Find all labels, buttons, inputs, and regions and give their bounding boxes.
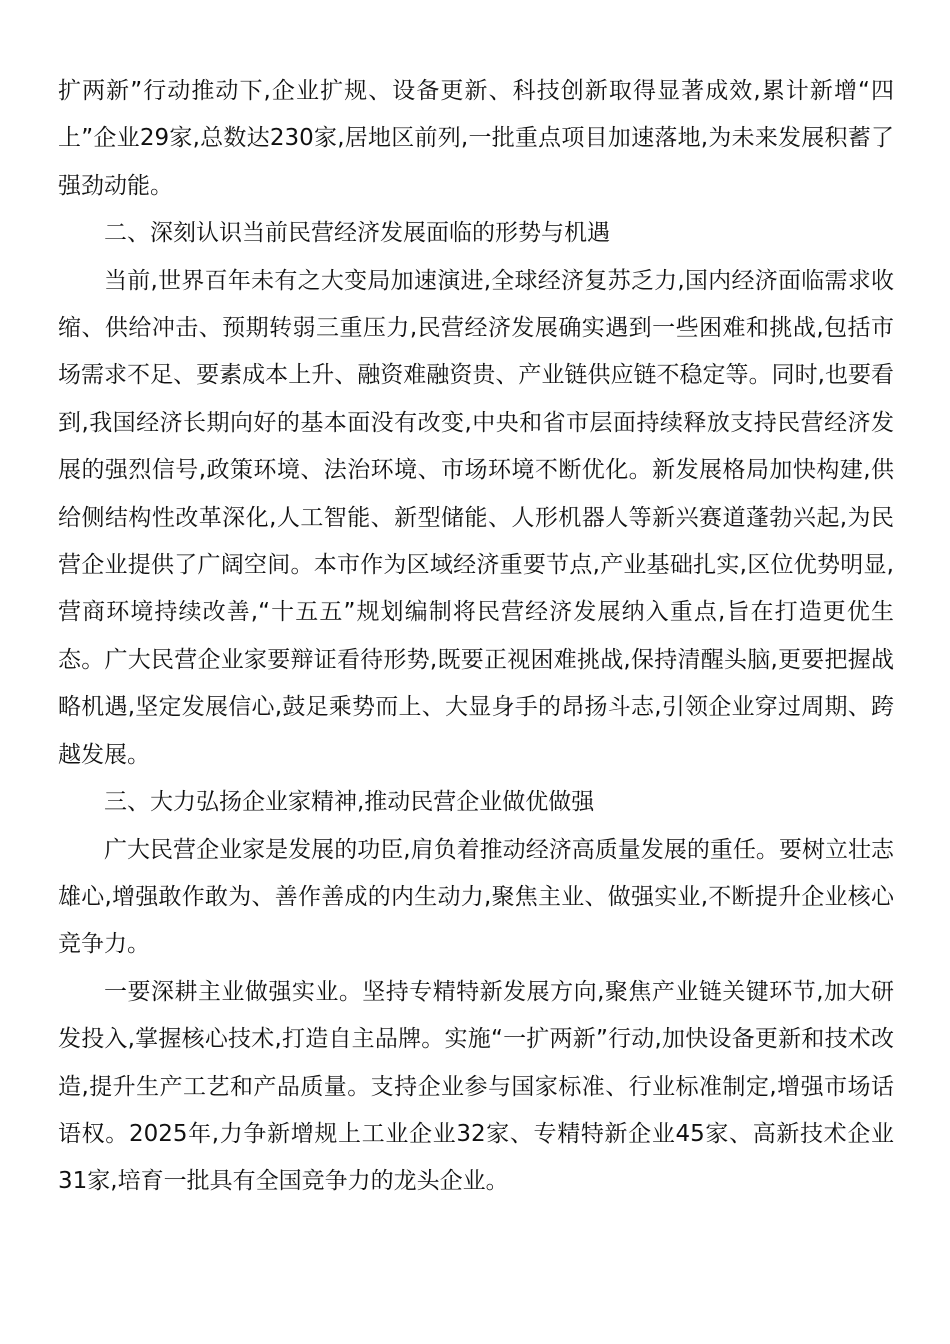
paragraph-situation: 当前,世界百年未有之大变局加速演进,全球经济复苏乏力,国内经济面临需求收缩、供给冲击、预期转弱三重压力,民营经济发展确实遇到一些困难和挑战,包括市场需求不足、要素成本上升、融资难融资贵、产业链供应链不稳定等。同时,也要看到,我国经济长期向好的基本面没有改变,中央和省市层面持续释放支持民营经济发展的强烈信号,政策环境、法治环境、市场环境不断优化。新发展格局加快构建,供给侧结构性改革深化,人工智能、新型储能、人形机器人等新兴赛道蓬勃兴起,为民营企业提供了广阔空间。本市作为区域经济重要节点,产业基础扎实,区位优势明显,营商环境持续改善,“十五五”规划编制将民营经济发展纳入重点,旨在打造更优生态。广大民营企业家要辩证看待形势,既要正视困难挑战,保持清醒头脑,更要把握战略机遇,坚定发展信心,鼓足乘势而上、大显身手的昂扬斗志,引领企业穿过周期、跨越发展。: [58, 267, 894, 768]
document-page: [58, 68, 894, 1206]
paragraph-first-point: 一要深耕主业做强实业。坚持专精特新发展方向,聚焦产业链关键环节,加大研发投入,掌握核心技术,打造自主品牌。实施“一扩两新”行动,加快设备更新和技术改造,提升生产工艺和产品质量。支持企业参与国家标准、行业标准制定,增强市场话语权。2025年,力争新增规上工业企业32家、专精特新企业45家、高新技术企业31家,培育一批具有全国竞争力的龙头企业。: [58, 978, 894, 1195]
section-heading-3: 三、大力弘扬企业家精神,推动民营企业做优做强: [104, 789, 595, 816]
paragraph-continuation: 扩两新”行动推动下,企业扩规、设备更新、科技创新取得显著成效,累计新增“四上”企业29家,总数达230家,居地区前列,一批重点项目加速落地,为未来发展积蓄了强劲动能。: [58, 78, 894, 199]
paragraph-entrepreneurs: 广大民营企业家是发展的功臣,肩负着推动经济高质量发展的重任。要树立壮志雄心,增强敢作敢为、善作善成的内生动力,聚焦主业、做强实业,不断提升企业核心竞争力。: [58, 836, 894, 958]
section-heading-2: 二、深刻认识当前民营经济发展面临的形势与机遇: [104, 220, 610, 247]
